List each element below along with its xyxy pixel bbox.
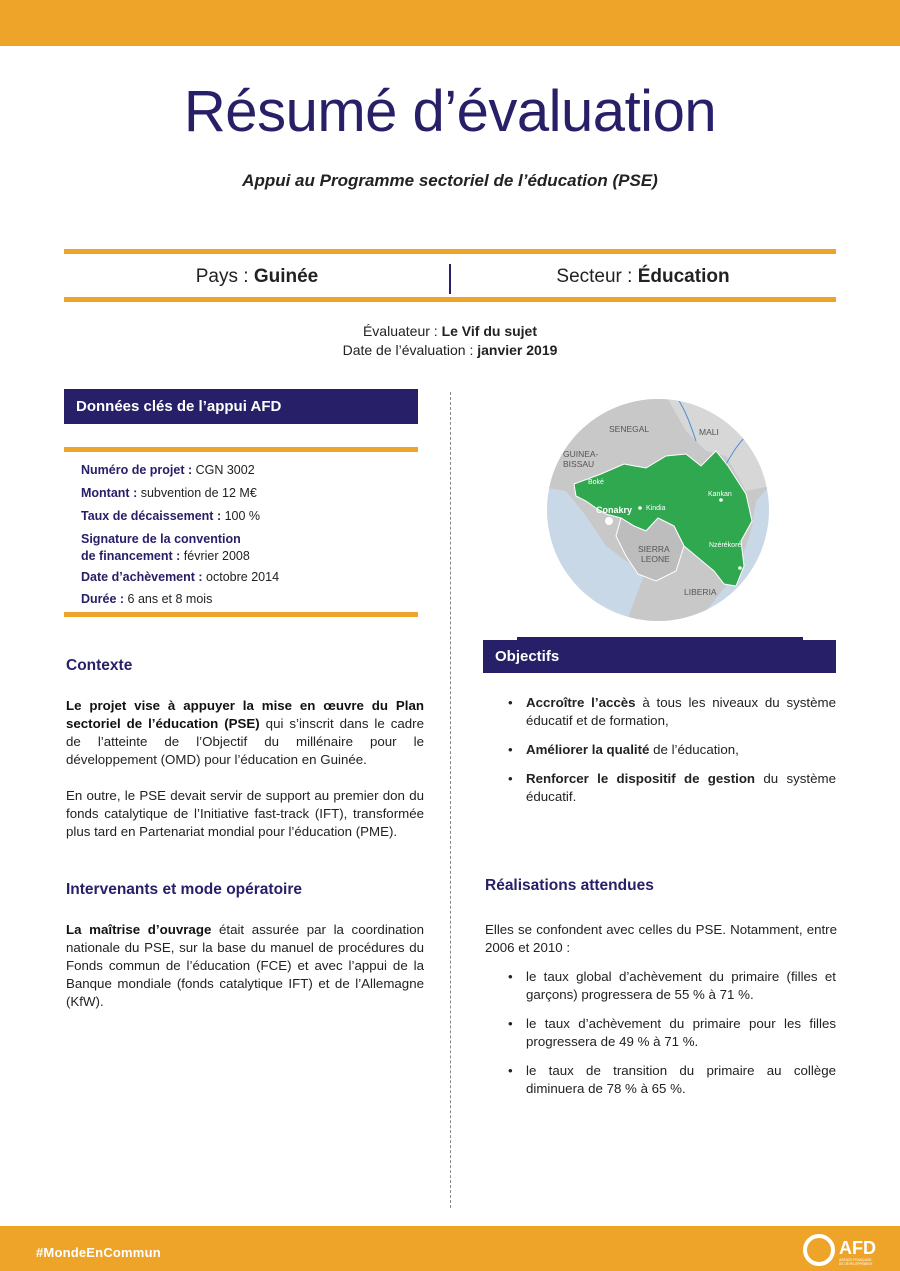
country-value: Guinée xyxy=(253,266,319,287)
result-item: • le taux global d’achèvement du primaire (filles et garçons) progressera de 55 % à 71 %. xyxy=(506,968,836,1004)
map-label-guinea-bissau-1: GUINEA- xyxy=(563,449,599,459)
evaluator-line xyxy=(0,323,900,339)
results-list xyxy=(506,968,836,1098)
key-data-value: subvention de 12 M€ xyxy=(140,486,257,500)
objective-bold: Améliorer la qualité xyxy=(526,742,650,757)
evaluator-value: Le Vif du sujet xyxy=(441,323,538,339)
map-label-sierra-leone-2: LEONE xyxy=(641,554,670,564)
key-data-row-completion xyxy=(81,569,279,586)
key-data-top-rule xyxy=(64,447,418,452)
key-data-label: Montant : xyxy=(81,486,141,500)
map-label-nzerekore: Nzérékoré xyxy=(709,542,742,549)
divider-top xyxy=(64,249,836,254)
objective-item xyxy=(506,770,836,806)
stakeholders-text: était assurée par la coordination nationale du PSE, sur la base du manuel de procédures du Fonds commun de l’éducation (FCE) et avec l’appui de la Banque mondiale (fonds catalytique IFT) et de l’Allemagne (KfW). xyxy=(66,922,424,1009)
key-data-value: février 2008 xyxy=(183,549,250,563)
map-label-senegal: SENEGAL xyxy=(609,424,650,434)
key-data-label: Taux de décaissement : xyxy=(81,509,225,523)
key-data-row-duration xyxy=(81,591,212,608)
map-label-kankan: Kankan xyxy=(708,491,732,498)
context-heading: Contexte xyxy=(66,657,133,674)
stakeholders-bold: La maîtrise d’ouvrage xyxy=(66,922,212,937)
stakeholders-heading: Intervenants et mode opératoire xyxy=(66,881,303,898)
results-heading: Réalisations attendues xyxy=(485,877,654,894)
key-data-label: Signature de la convention xyxy=(81,532,241,546)
key-data-row-amount xyxy=(81,485,257,502)
objective-bold: Accroître l’accès xyxy=(526,695,636,710)
map-label-kindia: Kindia xyxy=(646,505,666,512)
key-data-row-disbursement xyxy=(81,508,260,525)
top-banner xyxy=(0,0,900,46)
guinea-map xyxy=(546,396,770,624)
context-paragraph-2: En outre, le PSE devait servir de support au premier don du fonds catalytique de l’Initiative fast-track (IFT), transformée plus tard en Partenariat mondial pour l’éducation (PME). xyxy=(66,788,424,839)
country-field xyxy=(64,266,450,288)
result-item: • le taux de transition du primaire au collège diminuera de 78 % à 65 %. xyxy=(506,1062,836,1098)
key-data-row-signature xyxy=(81,531,250,565)
map-label-liberia: LIBERIA xyxy=(684,587,717,597)
map-label-conakry: Conakry xyxy=(596,505,633,515)
page-subtitle: Appui au Programme sectoriel de l’éducation (PSE) xyxy=(242,171,658,190)
sector-value: Éducation xyxy=(637,266,730,287)
map-city-marker xyxy=(719,498,723,502)
objective-text: du système éducatif. xyxy=(526,771,836,804)
context-bold: Le projet vise à appuyer la mise en œuvre du Plan sectoriel de l’éducation (PSE) xyxy=(66,698,424,731)
hashtag: #MondeEnCommun xyxy=(36,1245,161,1260)
afd-logo-ring xyxy=(805,1236,833,1264)
key-data-value: CGN 3002 xyxy=(195,463,255,477)
afd-logo-subtext-1: AGENCE FRANÇAISE xyxy=(839,1258,872,1262)
key-data-bottom-rule xyxy=(64,612,418,617)
result-item: • le taux d’achèvement du primaire pour les filles progressera de 49 % à 71 %. xyxy=(506,1015,836,1051)
key-data-label: Date d’achèvement : xyxy=(81,570,207,584)
context-text: qui s’inscrit dans le cadre de l’atteinte de l’Objectif du millénaire pour le développement (OMD) pour l’éducation en Guinée. xyxy=(66,716,424,767)
stakeholders-paragraph xyxy=(66,921,424,1011)
objective-item xyxy=(506,694,836,730)
sector-field xyxy=(450,266,836,288)
country-label: Pays : xyxy=(195,266,254,287)
map-label-boke: Boké xyxy=(588,479,604,486)
objectives-heading: Objectifs xyxy=(483,640,836,673)
evaluation-date-value: janvier 2019 xyxy=(477,342,558,358)
map-label-guinea-bissau-2: BISSAU xyxy=(563,459,595,469)
key-data-value: 6 ans et 8 mois xyxy=(127,592,213,606)
map-label-mali: MALI xyxy=(699,427,719,437)
context-paragraph-1 xyxy=(66,697,424,769)
afd-logo xyxy=(802,1232,892,1268)
key-data-label-line2: de financement : xyxy=(81,549,184,563)
map-city-marker xyxy=(738,566,742,570)
afd-logo-text: AFD xyxy=(839,1238,876,1258)
objective-text: à tous les niveaux du système éducatif et de formation, xyxy=(526,695,836,728)
objective-item xyxy=(506,741,836,759)
sector-label: Secteur : xyxy=(556,266,638,287)
key-data-label: Numéro de projet : xyxy=(81,463,196,477)
evaluation-date-label: Date de l’évaluation : xyxy=(342,342,478,358)
divider-bottom xyxy=(64,297,836,302)
key-data-value: 100 % xyxy=(224,509,261,523)
key-data-row-project-number xyxy=(81,462,255,479)
map-capital-marker xyxy=(605,517,613,525)
key-data-label: Durée : xyxy=(81,592,128,606)
key-data-heading: Données clés de l’appui AFD xyxy=(64,389,418,424)
evaluator-label: Évaluateur : xyxy=(362,323,442,339)
results-intro: Elles se confondent avec celles du PSE. Notamment, entre 2006 et 2010 : xyxy=(485,922,837,955)
objective-bold: Renforcer le dispositif de gestion xyxy=(526,771,756,786)
map-label-sierra-leone-1: SIERRA xyxy=(638,544,670,554)
objectives-list xyxy=(506,694,836,806)
key-data-value: octobre 2014 xyxy=(206,570,280,584)
objective-text: de l’éducation, xyxy=(649,742,739,757)
afd-logo-subtext-2: DE DÉVELOPPEMENT xyxy=(839,1262,873,1266)
page-title: Résumé d’évaluation xyxy=(183,79,717,144)
evaluation-date-line xyxy=(0,342,900,358)
column-divider xyxy=(450,392,451,1208)
map-city-marker xyxy=(638,506,642,510)
